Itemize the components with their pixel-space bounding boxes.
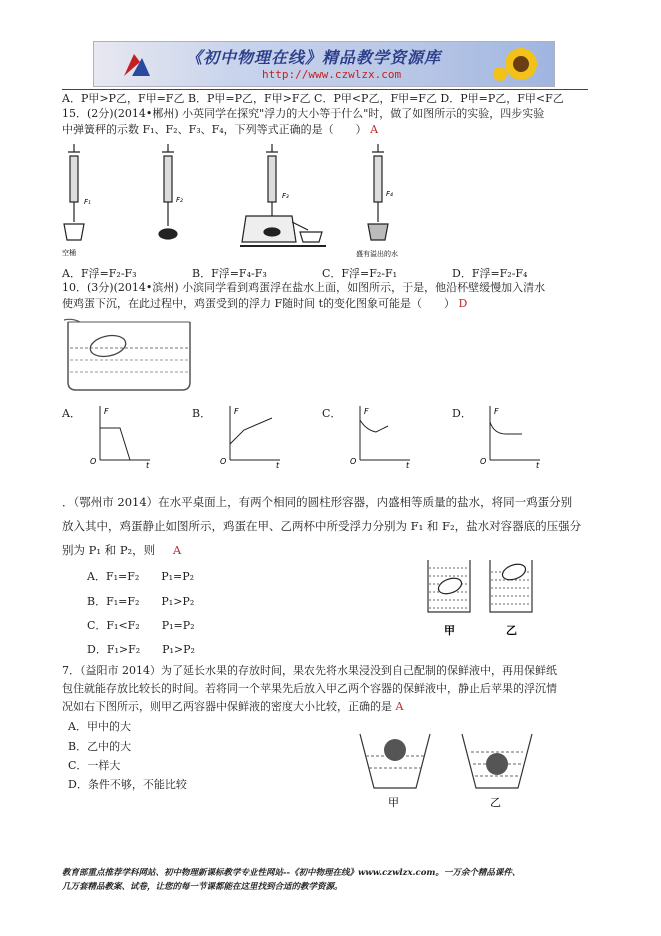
svg-text:t: t xyxy=(536,461,540,470)
q10-text: 使鸡蛋下沉，在此过程中，鸡蛋受到的浮力 F随时间 t的变化图象可能是（ ） xyxy=(62,297,456,310)
q10-graph-c xyxy=(346,400,416,470)
q15-caption-overflow-water: 盛有溢出的水 xyxy=(356,250,398,258)
svg-text:t: t xyxy=(146,461,150,470)
q-ezhou-line1: ．（鄂州市 2014）在水平桌面上，有两个相同的圆柱形容器，内盛相等质量的盐水，将同一鸡蛋分别 xyxy=(62,495,573,509)
q-ezhou-line3 xyxy=(62,543,181,557)
q15-option-a: A．F浮=F₂-F₃ xyxy=(62,267,137,280)
q7-line2: 包住就能存放比较长的时间。若将同一个苹果先后放入甲乙两个容器的保鲜液中，静止后苹果的浮沉情 xyxy=(62,682,557,695)
svg-text:O: O xyxy=(350,457,357,466)
q15-answer: A xyxy=(370,123,379,136)
svg-text:O: O xyxy=(220,457,227,466)
q7-option-d: D．条件不够，不能比较 xyxy=(68,778,187,791)
q7-label-jia: 甲 xyxy=(388,796,399,809)
q15-line2 xyxy=(62,123,378,137)
q15-label-f3: F₃ xyxy=(282,192,289,200)
q15-option-d: D．F浮=F₂-F₄ xyxy=(452,267,528,280)
q7-figure xyxy=(352,726,542,816)
prev-question-options: A．P甲>P乙，F甲=F乙 B．P甲=P乙，F甲>F乙 C．P甲<P乙，F甲=F乙 D．P甲=P乙，F甲<F乙 xyxy=(62,92,564,105)
apple-yi xyxy=(486,753,508,775)
q10-graph-d xyxy=(476,400,546,470)
q15-option-c: C．F浮=F₂-F₁ xyxy=(322,267,398,280)
spring-scale-1 xyxy=(64,144,84,240)
q7-line1: 7．（益阳市 2014）为了延长水果的存放时间，果农先将水果浸没到自己配制的保鲜液中，再用保鲜纸 xyxy=(62,664,557,677)
spring-scale-4 xyxy=(368,144,388,240)
svg-text:F: F xyxy=(104,407,109,416)
q10-line1: 10．(3分)(2014•滨州) 小滨同学看到鸡蛋浮在盐水上面，如图所示，于是，他沿杯壁缓慢加入清水 xyxy=(62,281,546,294)
q15-line1: 15．(2分)(2014•郴州) 小英同学在探究"浮力的大小等于什么"时，做了如图所示的实验，四步实验 xyxy=(62,107,545,120)
q-ezhou-option-c: C．F₁<F₂ P₁=P₂ xyxy=(87,619,195,632)
svg-text:O: O xyxy=(480,457,487,466)
q-ezhou-option-a: A．F₁=F₂ P₁=P₂ xyxy=(87,570,195,583)
q-ezhou-option-d: D．F₁>F₂ P₁>P₂ xyxy=(87,643,195,656)
q10-graph-b xyxy=(216,400,286,470)
q10-option-c: C． xyxy=(322,407,342,420)
egg xyxy=(88,332,127,359)
banner-url[interactable]: http://www.czwlzx.com xyxy=(262,68,402,81)
banner xyxy=(93,41,555,87)
q15-figure xyxy=(60,142,430,260)
q15-option-b: B．F浮=F₄-F₃ xyxy=(192,267,267,280)
q10-graph-a xyxy=(86,400,156,470)
q10-answer: D xyxy=(458,297,468,310)
sunflower-icon xyxy=(492,44,550,84)
apple-jia xyxy=(384,739,406,761)
q7-line3 xyxy=(62,700,403,714)
svg-text:F: F xyxy=(364,407,369,416)
footer-line2: 几万套精品教案、试卷，让您的每一节课都能在这里找到合适的教学资源。 xyxy=(62,882,343,892)
spring-scale-2 xyxy=(159,144,177,239)
svg-text:t: t xyxy=(276,461,280,470)
logo-icon xyxy=(120,48,154,82)
svg-text:F: F xyxy=(234,407,239,416)
q15-label-f1: F₁ xyxy=(84,198,91,206)
q10-option-b: B． xyxy=(192,407,212,420)
q7-label-yi: 乙 xyxy=(490,796,501,809)
q10-option-a: A． xyxy=(62,407,81,420)
q10-line2 xyxy=(62,297,467,311)
svg-text:F: F xyxy=(494,407,499,416)
egg-jia xyxy=(436,575,463,596)
q-ezhou-text: 别为 P₁ 和 P₂，则 xyxy=(62,543,156,557)
q7-option-a: A．甲中的大 xyxy=(68,720,131,733)
q-ezhou-figure xyxy=(418,556,548,646)
q15-caption-empty-bucket: 空桶 xyxy=(62,249,76,257)
banner-title: 《初中物理在线》精品教学资源库 xyxy=(186,48,442,67)
header-rule xyxy=(62,89,588,90)
q10-option-d: D． xyxy=(452,407,472,420)
q-ezhou-label-jia: 甲 xyxy=(444,624,455,637)
q7-answer: A xyxy=(395,700,404,713)
svg-text:O: O xyxy=(90,457,97,466)
q7-option-b: B．乙中的大 xyxy=(68,740,132,753)
egg-yi xyxy=(500,561,527,582)
q10-beaker xyxy=(62,316,196,394)
q7-option-c: C．一样大 xyxy=(68,759,121,772)
q-ezhou-option-b: B．F₁=F₂ P₁>P₂ xyxy=(87,595,195,608)
q-ezhou-line2: 放入其中，鸡蛋静止如图所示，鸡蛋在甲、乙两杯中所受浮力分别为 F₁ 和 F₂，盐水对容器底的压强分 xyxy=(62,519,582,533)
q15-label-f4: F₄ xyxy=(386,190,393,198)
footer-line1: 教育部重点推荐学科网站、初中物理新课标教学专业性网站--《初中物理在线》www.czwlzx.com。一万余个精品课件、 xyxy=(62,868,521,878)
q7-text: 况如右下图所示，则甲乙两容器中保鲜液的密度大小比较，正确的是 xyxy=(62,700,392,713)
q15-label-f2: F₂ xyxy=(176,196,183,204)
q15-text: 中弹簧秤的示数 F₁、F₂、F₃、F₄，下列等式正确的是（ ） xyxy=(62,123,367,136)
q-ezhou-label-yi: 乙 xyxy=(506,624,517,637)
q-ezhou-answer: A xyxy=(172,543,182,557)
svg-text:t: t xyxy=(406,461,410,470)
